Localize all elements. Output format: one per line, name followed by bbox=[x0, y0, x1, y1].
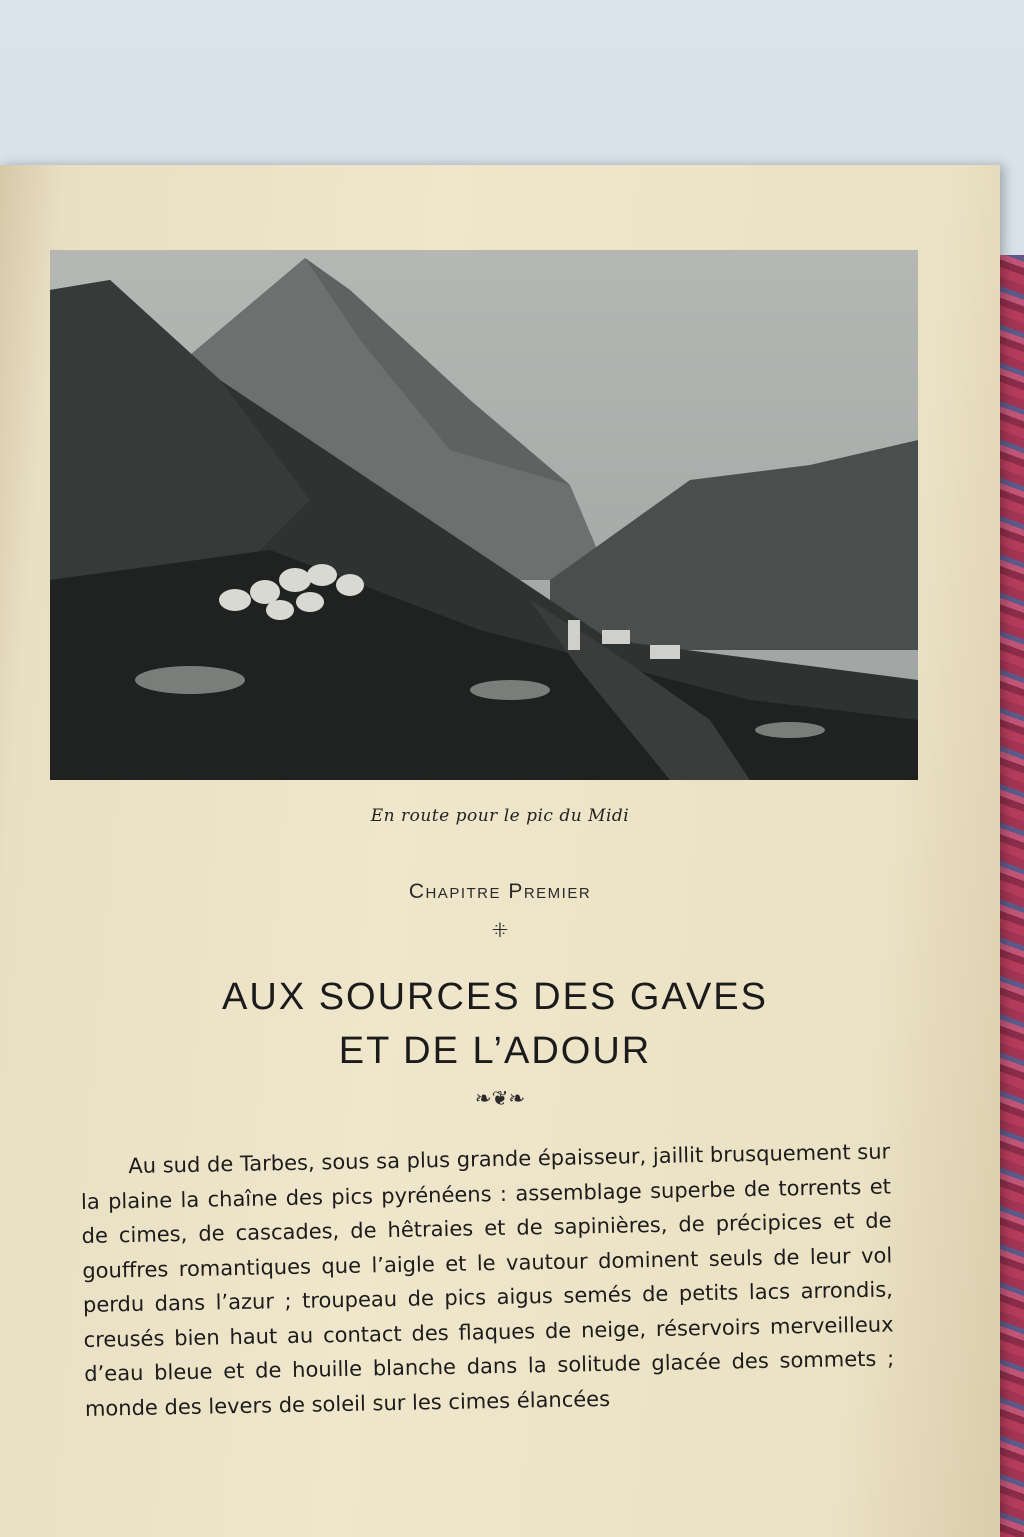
ornament-icon: ꔰ bbox=[491, 918, 509, 942]
chapter-title-line-1: AUX SOURCES DES GAVES bbox=[222, 976, 768, 1018]
body-text bbox=[80, 1134, 895, 1425]
fleuron-icon: ❧❦❧ bbox=[474, 1086, 526, 1110]
paragraph: Au sud de Tarbes, sous sa plus grande épaisseur, jaillit brusquement sur la plaine la chaîne des pics pyrénéens : assemblage superbe de torrents et de cimes, de cascades, de hêtraies et de sapinières, de précipices et de gouffres romantiques que l’aigle et le vautour dominent seuls de leur vol perdu dans l’azur ; troupeau de pics aigus semés de petits lacs arrondis, creusés bien haut au contact des flaques de neige, réservoirs merveilleux d’eau bleue et de houille blanche dans la solitude glacée des sommets ; monde des levers de soleil sur les cimes élancées bbox=[80, 1139, 895, 1421]
chapter-title-line-2: ET DE L’ADOUR bbox=[338, 1030, 652, 1072]
photo-caption: En route pour le pic du Midi bbox=[370, 806, 630, 826]
chapter-heading: Chapitre Premier bbox=[408, 880, 592, 903]
chapter-title bbox=[0, 970, 990, 1078]
mountain-photograph bbox=[50, 250, 918, 780]
